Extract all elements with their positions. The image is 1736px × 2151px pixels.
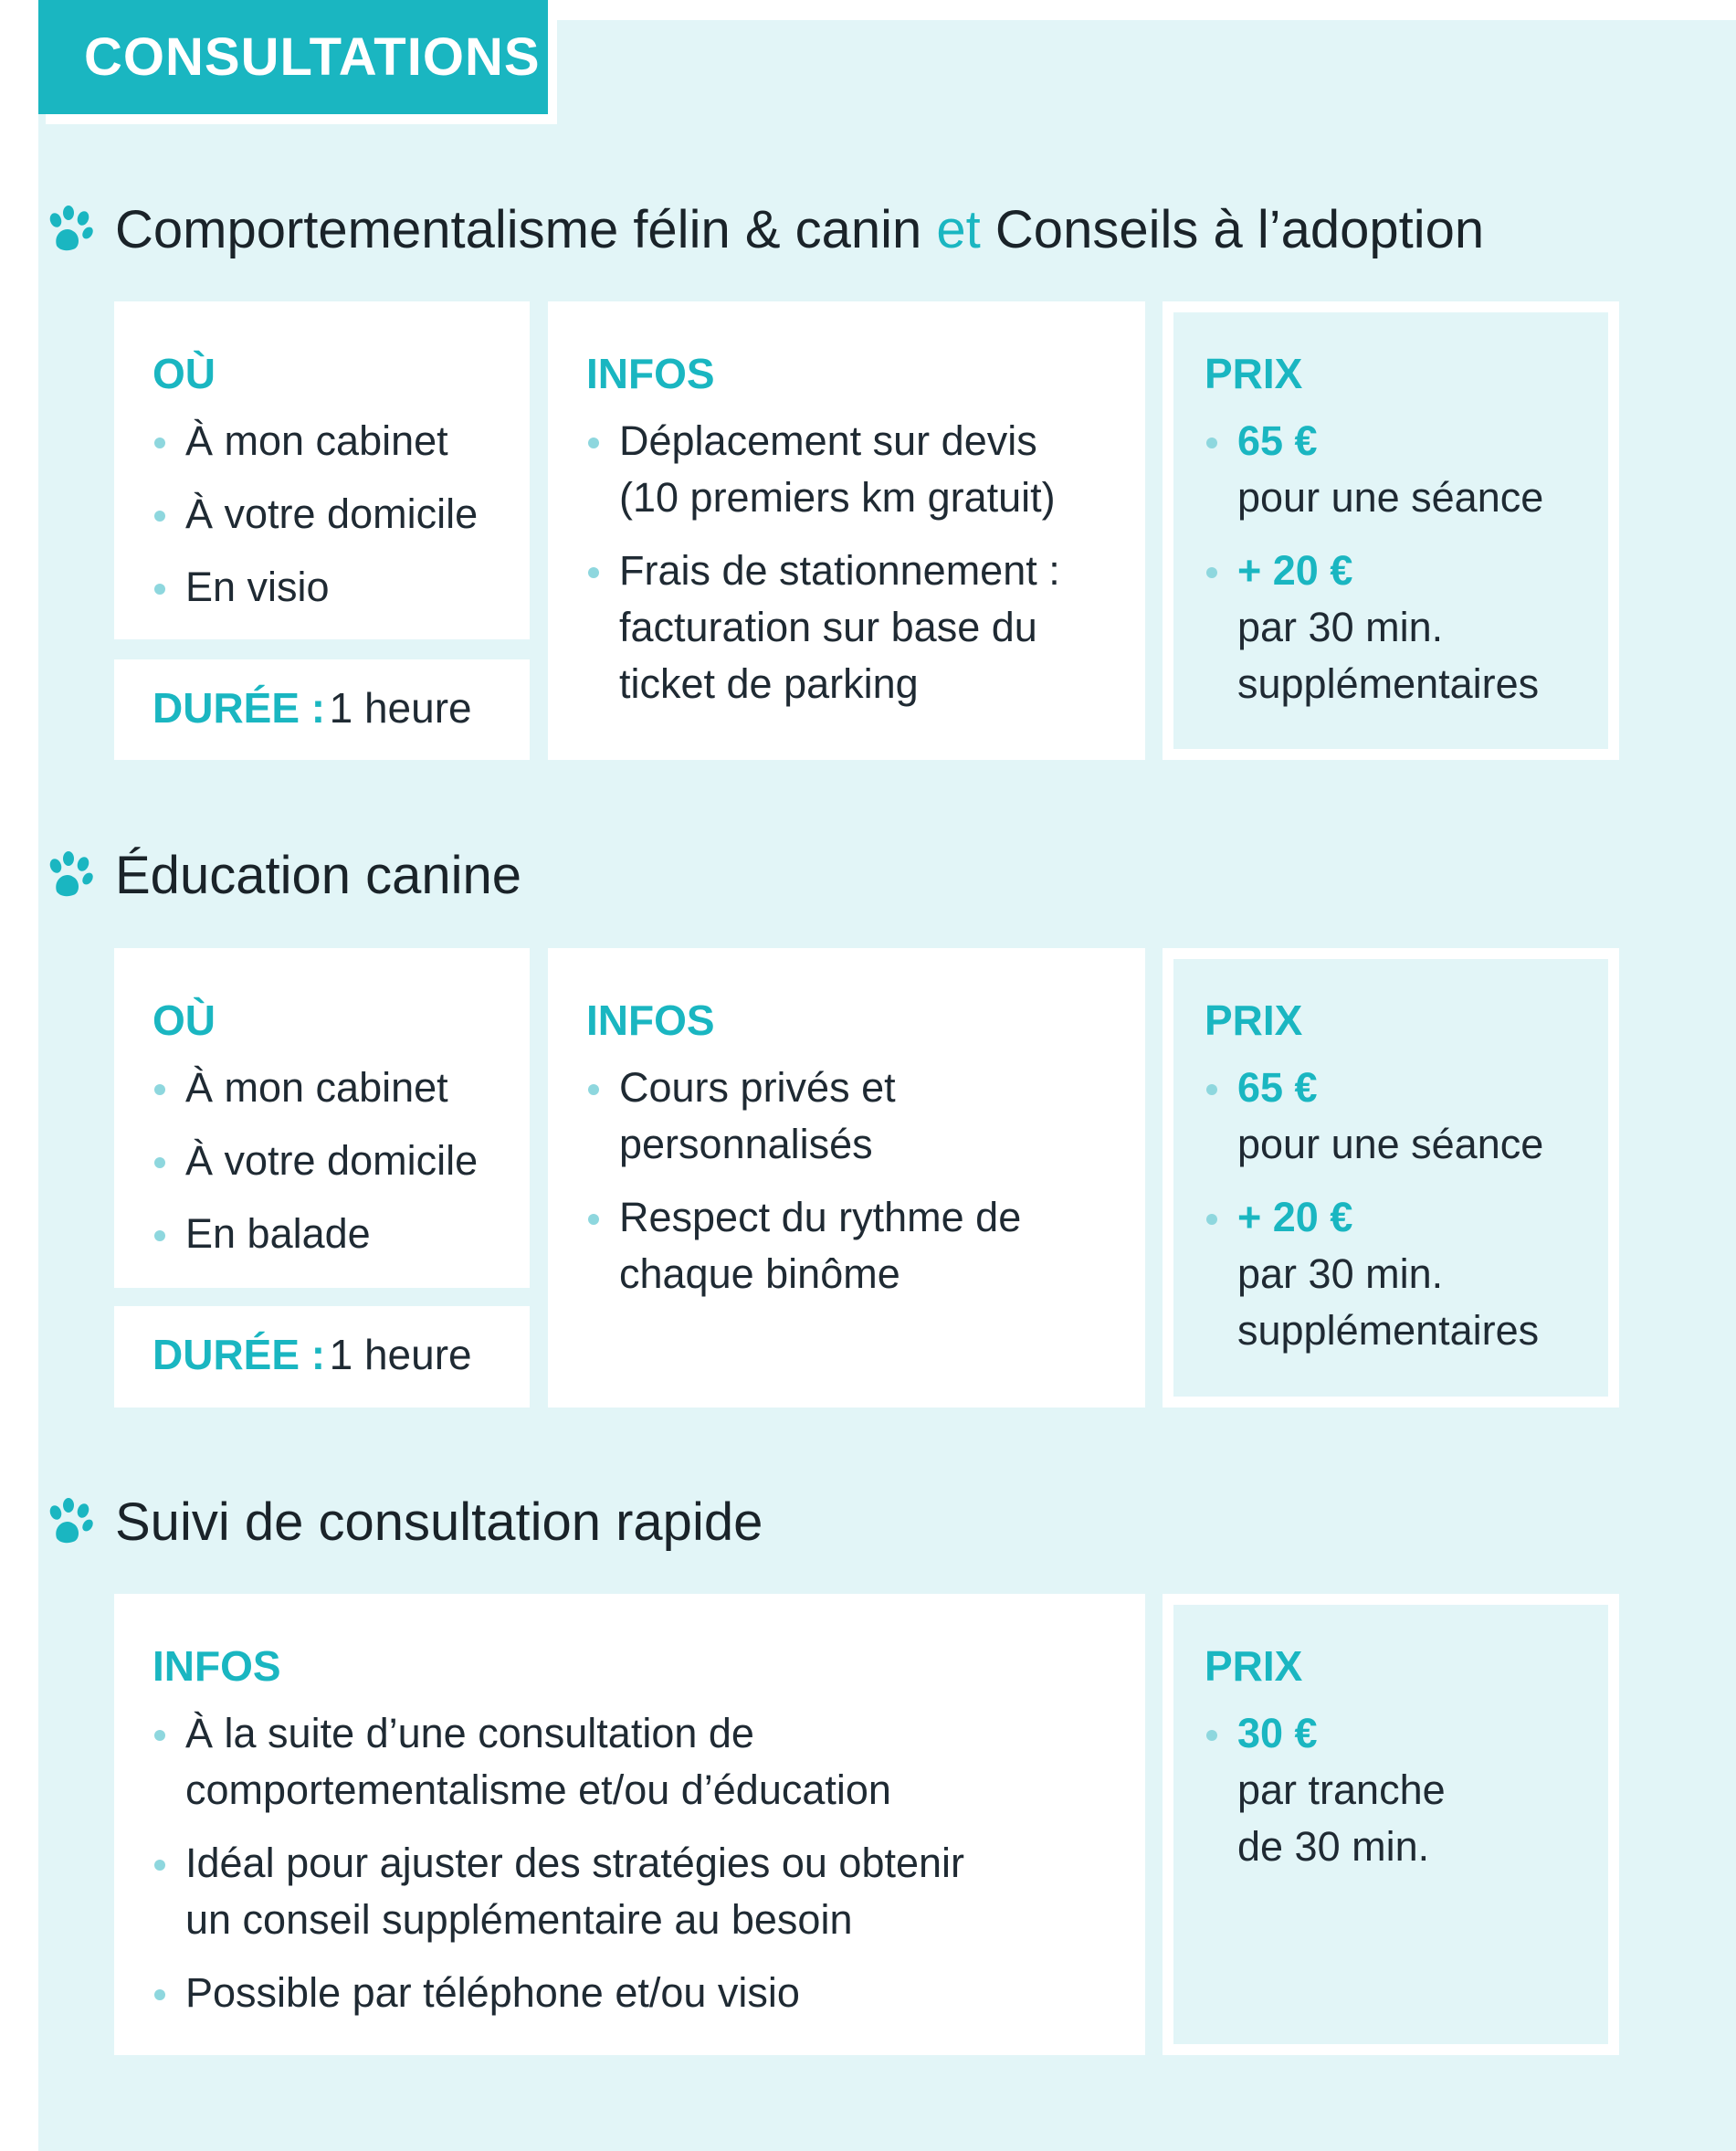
list-item: Possible par téléphone et/ou visio — [153, 1965, 1145, 2021]
list-item: En visio — [153, 559, 530, 616]
duration-value: 1 heure — [329, 1331, 472, 1378]
page-title: CONSULTATIONS — [38, 0, 548, 114]
price-item: 65 € pour une séance — [1205, 413, 1608, 526]
duration-label: DURÉE : — [153, 684, 326, 732]
price-item: + 20 € par 30 min. supplémentaires — [1205, 543, 1608, 712]
price-label: PRIX — [1205, 996, 1303, 1044]
list-item: Cours privés et personnalisés — [586, 1060, 1145, 1173]
price-item: 30 € par tranche de 30 min. — [1205, 1705, 1608, 1875]
where-card — [114, 301, 530, 639]
section-title-education: Éducation canine — [44, 845, 521, 906]
price-card — [1163, 301, 1619, 760]
list-item: En balade — [153, 1206, 530, 1262]
duration-label: DURÉE : — [153, 1331, 326, 1378]
infos-card — [548, 948, 1145, 1408]
price-label: PRIX — [1205, 1642, 1303, 1690]
where-label: OÙ — [153, 350, 216, 397]
infos-label: INFOS — [586, 350, 715, 397]
duration-value: 1 heure — [329, 684, 472, 732]
duration-card — [114, 1306, 530, 1408]
list-item: À votre domicile — [153, 1133, 530, 1189]
list-item: Idéal pour ajuster des stratégies ou obtenir un conseil supplémentaire au besoin — [153, 1835, 1145, 1948]
infos-card — [548, 301, 1145, 760]
list-item: Frais de stationnement : facturation sur base du ticket de parking — [586, 543, 1145, 712]
where-card — [114, 948, 530, 1288]
infos-label: INFOS — [586, 996, 715, 1044]
list-item: Respect du rythme de chaque binôme — [586, 1189, 1145, 1302]
paw-icon — [44, 204, 97, 257]
list-item: À mon cabinet — [153, 1060, 530, 1116]
price-item: 65 € pour une séance — [1205, 1060, 1608, 1173]
list-item: À votre domicile — [153, 486, 530, 543]
duration-card — [114, 659, 530, 760]
section-title-comportementalisme: Comportementalisme félin & canin et Conseils à l’adoption — [44, 199, 1484, 260]
section-title-suivi: Suivi de consultation rapide — [44, 1492, 763, 1553]
price-card — [1163, 948, 1619, 1408]
price-item: + 20 € par 30 min. supplémentaires — [1205, 1189, 1608, 1359]
infos-label: INFOS — [153, 1642, 281, 1690]
where-label: OÙ — [153, 996, 216, 1044]
list-item: Déplacement sur devis (10 premiers km gratuit) — [586, 413, 1145, 526]
list-item: À la suite d’une consultation de comportementalisme et/ou d’éducation — [153, 1705, 1145, 1819]
price-label: PRIX — [1205, 350, 1303, 397]
infos-card — [114, 1594, 1145, 2055]
list-item: À mon cabinet — [153, 413, 530, 469]
price-card — [1163, 1594, 1619, 2055]
paw-icon — [44, 849, 97, 902]
paw-icon — [44, 1496, 97, 1549]
